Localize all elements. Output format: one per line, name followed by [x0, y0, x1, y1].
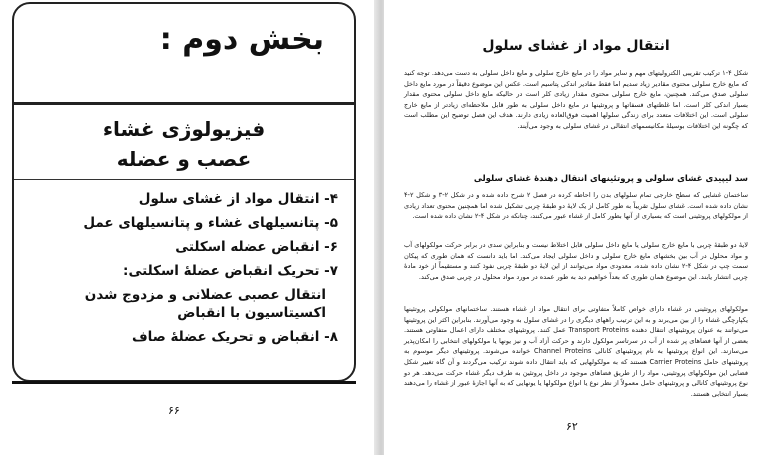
chapter-title-line1: فیزیولوژی غشاء: [102, 117, 266, 141]
paragraph: لایهٔ دو طبقهٔ چربی با مایع خارج سلولی یا مایع داخل سلولی قابل اختلاط نیست و بنابراین سدی در برابر حرکت مولکولهای آب و مواد محلول در آب بین بخشهای مایع خارج سلولی و داخل سلولی ایجاد می‌کند. اما باید دانست که همان طوری که پیکان سمت چپ در شکل ۴-۲ نشان داده شده، معدودی مواد می‌توانند از این لایهٔ دو طبقهٔ چربی نفوذ کنند و مستقیماً از خود مادهٔ چربی انتشار یابند. این موضوع همان طوری که بعداً خواهیم دید به طور عمده در مورد مواد محلول در چربی صدق می‌کند.: [404, 241, 748, 281]
paragraph: شکل ۴-۱ ترکیب تقریبی الکترولیتهای مهم و سایر مواد را در مایع خارج سلولی و مایع داخل سلولی به دست می‌دهد. توجه کنید که مایع خارج سلولی محتوی مقادیر زیاد سدیم اما فقط مقادیر اندکی پتاسیم است. عکس این موضوع دقیقاً در مورد مایع داخل سلولی صدق می‌کند. همچنین، مایع خارج سلولی محتوی مقدار زیادی کلر است در حالیکه مایع داخل سلولی محتوی مقدار بسیار اندکی کلر است. اما غلظتهای فسفاتها و پروتئینها در مایع داخل سلولی به طور قابل ملاحظه‌ای زیادتر از مایع خارج سلولی است. این اختلافات متعدد برای زندگی سلولها اهمیت فوق‌العاده زیادی دارند. هدف این فصل توضیح این مطلب است که چگونه این اختلافات بوسیلهٔ مکانیسمهای انتقالی در غشای سلولی به وجود می‌آیند.: [404, 69, 748, 130]
sub-heading: سد لیپیدی غشای سلولی و پروتئینهای انتقال دهندهٔ غشای سلولی: [473, 174, 748, 184]
toc-item: ۷- تحریک انقباض عضلهٔ اسکلتی:: [123, 263, 338, 279]
chapter-title: [14, 114, 354, 174]
chapter-heading: انتقال مواد از غشای سلول: [482, 38, 670, 54]
toc-item: ۶- انقباض عضله اسکلتی: [175, 239, 338, 255]
section-title-frame: [12, 2, 356, 382]
toc-item: ۵- پتانسیلهای غشاء و پتانسیلهای عمل: [83, 215, 338, 231]
page-number: ۶۲: [566, 420, 578, 433]
part-title: بخش دوم :: [159, 22, 324, 57]
page-number: ۶۶: [168, 404, 180, 417]
paragraph: مولکولهای پروتئینی در غشاء دارای خواص کاملاً متفاوتی برای انتقال مواد از غشاء هستند. ساختمانهای مولکولی پروتئینها یکپارچگی غشاء را از بین می‌برند و به این ترتیب راههای دیگری را در غشای سلول به وجود می‌آورند. بنابراین اکثر این پروتئینها می‌توانند به عنوان پروتئینهای انتقال دهنده Transport Proteins عمل کنند. پروتئینهای مختلف دارای اعمال متفاوتی هستند. بعضی از آنها فضاهای پر شده از آب در سرتاسر مولکول دارند و حرکت آزاد آب و نیز یونها یا مولکولهای انتخابی را امکان‌پذیر می‌سازند. این انواع پروتئینها به نام پروتئینهای کانالی Channel Proteins خوانده می‌شوند. پروتئینهای دیگر موسوم به پروتئینهای حامل Carrier Proteins هستند که به مولکولهایی که باید انتقال داده شوند ترکیب می‌گردند و آن گاه تغییر شکل فضایی این مولکولهای پروتئینی، مواد را از طریق فضاهای موجود در داخل پروتئین به طرف دیگر غشاء حرکت می‌دهد. هر دو نوع پروتئینهای کانالی و پروتئینهای حامل معمولاً از نظر نوع یا انواع مولکولها یا یونهایی که به آنها اجازهٔ عبور از غشاء را می‌دهند بسیار انتخابی هستند.: [403, 305, 748, 398]
toc-divider: [14, 179, 354, 180]
toc-item: ۸- انقباض و تحریک عضلهٔ صاف: [131, 329, 338, 345]
toc-item: ۴- انتقال مواد از غشای سلول: [138, 191, 338, 207]
left-page: [0, 0, 380, 455]
table-of-contents: [38, 190, 338, 352]
right-page: [384, 0, 768, 455]
title-divider: [14, 102, 354, 105]
paragraph: ساختمان غشایی که سطح خارجی تمام سلولهای بدن را احاطه کرده در فصل ۲ شرح داده شده و در شکل ۲-۳ و شکل ۲-۴ نشان داده شده است. غشای سلول تقریباً به طور کامل از یک لایهٔ دو طبقهٔ چربی تشکیل شده اما همچنین محتوی تعداد زیادی از مولکولهای پروتئینی است که بسیاری از آنها بطور کامل از غشاء عبور می‌کنند، چنانکه در شکل ۴-۲ نشان داده شده است.: [404, 191, 749, 221]
chapter-title-line2: عصب و عضله: [116, 147, 252, 171]
bottom-rule: [12, 381, 356, 384]
toc-item: انتقال عصبی عضلانی و مزدوج شدن اکسیتاسیون با انقباض: [84, 287, 326, 321]
